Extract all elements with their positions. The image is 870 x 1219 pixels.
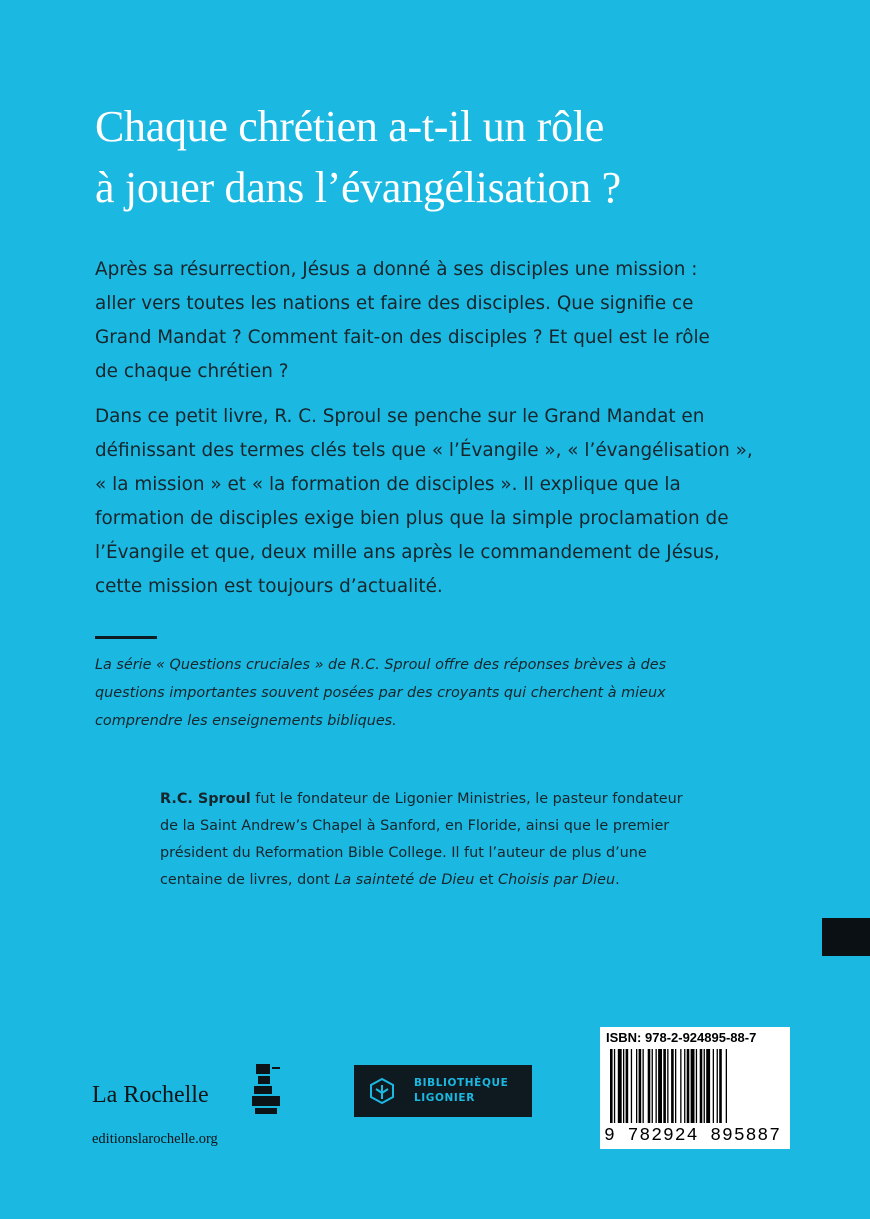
bio-text: . bbox=[615, 872, 620, 888]
barcode-bar bbox=[639, 1049, 642, 1123]
paragraph-line: cette mission est toujours d’actualité. bbox=[95, 576, 443, 597]
paragraph-line: Dans ce petit livre, R. C. Sproul se penche sur le Grand Mandat en bbox=[95, 406, 705, 427]
barcode-bar bbox=[706, 1049, 710, 1123]
headline-line: Chaque chrétien a-t-il un rôle bbox=[95, 102, 605, 151]
barcode-bar bbox=[623, 1049, 624, 1123]
paragraph-line: aller vers toutes les nations et faire des disciples. Que signifie ce bbox=[95, 293, 694, 314]
imprint-name bbox=[414, 1076, 508, 1106]
series-line: questions importantes souvent posées par des croyants qui cherchent à mieux bbox=[95, 685, 666, 701]
section-divider bbox=[95, 636, 157, 639]
barcode-bar bbox=[648, 1049, 651, 1123]
barcode-bar bbox=[713, 1049, 714, 1123]
paragraph-line: de chaque chrétien ? bbox=[95, 361, 289, 382]
barcode-bar bbox=[680, 1049, 681, 1123]
barcode-bar bbox=[610, 1049, 613, 1123]
barcode-bar bbox=[719, 1049, 722, 1123]
barcode-bar bbox=[614, 1049, 615, 1123]
barcode-bar bbox=[656, 1049, 657, 1123]
spine-tab bbox=[822, 918, 870, 956]
barcode-bar bbox=[675, 1049, 676, 1123]
barcode-bar bbox=[700, 1049, 703, 1123]
series-line: comprendre les enseignements bibliques. bbox=[95, 713, 397, 729]
headline bbox=[95, 96, 835, 218]
author-name: R.C. Sproul bbox=[160, 791, 251, 807]
paragraph-line: définissant des termes clés tels que « l’Évangile », « l’évangélisation », bbox=[95, 440, 753, 461]
imprint-logo bbox=[354, 1065, 532, 1117]
series-line: La série « Questions cruciales » de R.C. Sproul offre des réponses brèves à des bbox=[95, 657, 667, 673]
bio-line bbox=[160, 786, 820, 813]
barcode-bars bbox=[606, 1049, 784, 1123]
barcode-bar bbox=[687, 1049, 690, 1123]
barcode-bar bbox=[704, 1049, 705, 1123]
barcode-bar bbox=[717, 1049, 718, 1123]
barcode-bar bbox=[658, 1049, 662, 1123]
book-title: La sainteté de Dieu bbox=[334, 872, 475, 888]
publisher-name: La Rochelle bbox=[92, 1082, 209, 1108]
paragraph-line: Grand Mandat ? Comment fait-on des disciples ? Et quel est le rôle bbox=[95, 327, 710, 348]
bio-line: président du Reformation Bible College. Il fut l’auteur de plus d’une bbox=[160, 845, 647, 861]
bio-line: de la Saint Andrew’s Chapel à Sanford, en Floride, ainsi que le premier bbox=[160, 818, 670, 834]
barcode-bar bbox=[684, 1049, 685, 1123]
barcode-bar bbox=[618, 1049, 622, 1123]
bio-text: centaine de livres, dont bbox=[160, 872, 335, 888]
barcode-bar bbox=[652, 1049, 653, 1123]
publisher-logo bbox=[92, 1060, 292, 1120]
bio-text: fut le fondateur de Ligonier Ministries, le pasteur fondateur bbox=[250, 791, 683, 807]
bio-line bbox=[160, 867, 820, 894]
barcode-bar bbox=[671, 1049, 674, 1123]
barcode-bar bbox=[696, 1049, 697, 1123]
book-title: Choisis par Dieu bbox=[498, 872, 616, 888]
description-paragraph bbox=[95, 400, 785, 604]
barcode-bar bbox=[626, 1049, 629, 1123]
barcode-digits: 9 782924 895887 bbox=[604, 1126, 782, 1146]
isbn-barcode bbox=[600, 1027, 790, 1149]
lighthouse-ship-icon bbox=[252, 1060, 282, 1116]
barcode-bar bbox=[663, 1049, 666, 1123]
paragraph-line: l’Évangile et que, deux mille ans après le commandement de Jésus, bbox=[95, 542, 720, 563]
headline-line: à jouer dans l’évangélisation ? bbox=[95, 163, 621, 212]
paragraph-line: Après sa résurrection, Jésus a donné à ses disciples une mission : bbox=[95, 259, 698, 280]
barcode-bar bbox=[636, 1049, 637, 1123]
imprint-line: BIBLIOTHÈQUE bbox=[414, 1077, 509, 1089]
barcode-bar bbox=[631, 1049, 632, 1123]
paragraph-line: formation de disciples exige bien plus que la simple proclamation de bbox=[95, 508, 729, 529]
barcode-bar bbox=[667, 1049, 668, 1123]
imprint-line: LIGONIER bbox=[414, 1092, 475, 1104]
publisher-url[interactable]: editionslarochelle.org bbox=[92, 1131, 218, 1147]
barcode-bar bbox=[643, 1049, 644, 1123]
barcode-bar bbox=[726, 1049, 727, 1123]
paragraph-line: « la mission » et « la formation de disciples ». Il explique que la bbox=[95, 474, 681, 495]
intro-paragraph bbox=[95, 253, 785, 389]
ligonier-icon bbox=[356, 1067, 408, 1115]
isbn-label: ISBN: 978-2-924895-88-7 bbox=[606, 1030, 757, 1045]
author-bio bbox=[160, 786, 820, 894]
series-note bbox=[95, 651, 815, 735]
bio-text: et bbox=[474, 872, 499, 888]
barcode-bar bbox=[691, 1049, 695, 1123]
